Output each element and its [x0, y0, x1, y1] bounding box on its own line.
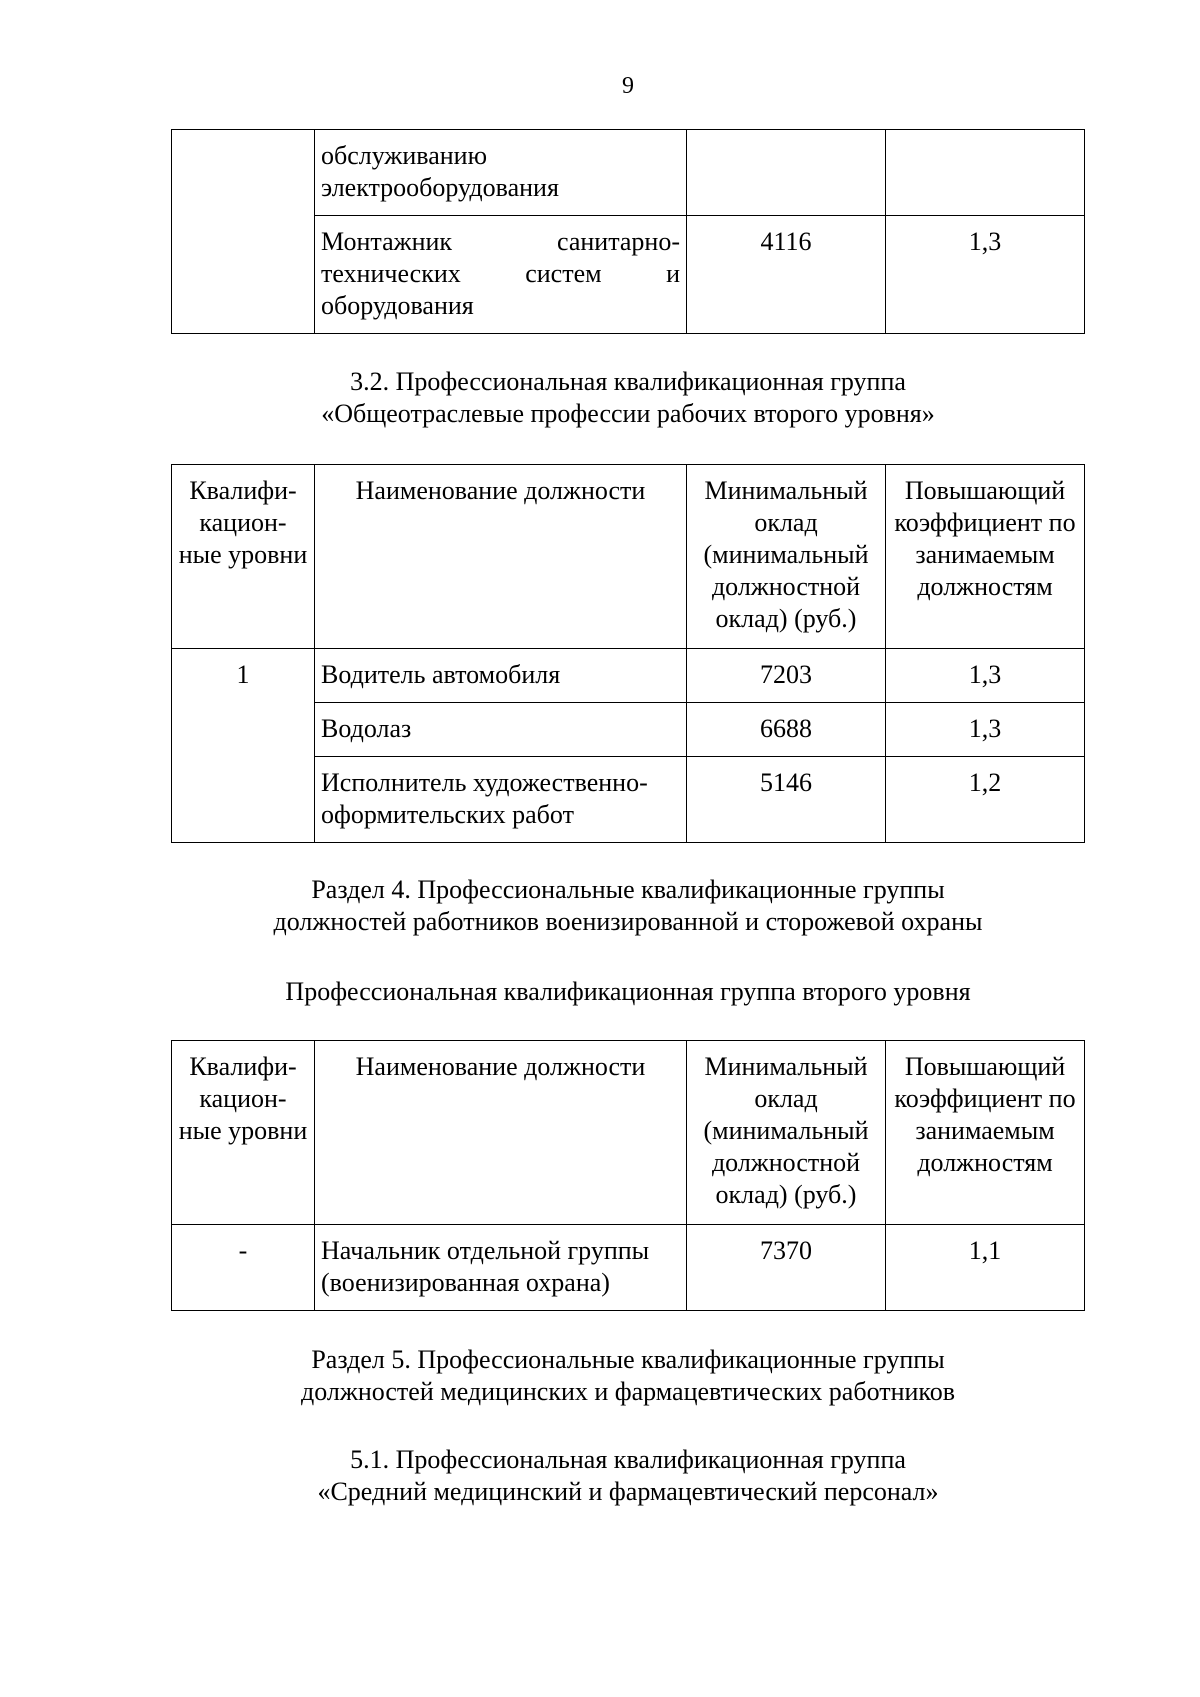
header-coef: Повышающий коэффициент по занимаемым должностям [886, 1041, 1085, 1225]
section-3-2-title [0, 366, 1200, 430]
position-cell: Монтажник санитарно-технических систем и оборудования [315, 216, 687, 334]
coef-cell: 1,3 [886, 649, 1085, 703]
section-5-1-title [0, 1444, 1200, 1508]
salary-cell: 4116 [687, 216, 886, 334]
salary-cell: 6688 [687, 703, 886, 757]
coef-cell: 1,3 [886, 703, 1085, 757]
table-row [172, 1225, 1085, 1311]
position-cell: Водолаз [315, 703, 687, 757]
heading-line: «Средний медицинский и фармацевтический персонал» [317, 1477, 939, 1506]
heading-line: должностей работников военизированной и сторожевой охраны [273, 907, 983, 936]
coef-cell: 1,1 [886, 1225, 1085, 1311]
position-cell: Исполнитель художественно-оформительских работ [315, 757, 687, 843]
header-position: Наименование должности [315, 465, 687, 649]
coef-cell: 1,2 [886, 757, 1085, 843]
section-4-title [0, 874, 1200, 938]
heading-line: Раздел 4. Профессиональные квалификационные группы [311, 875, 945, 904]
salary-cell: 7203 [687, 649, 886, 703]
section-4-subtitle: Профессиональная квалификационная группа второго уровня [285, 977, 971, 1006]
header-levels: Квалифи-кацион-ные уровни [172, 465, 315, 649]
position-cell: Водитель автомобиля [315, 649, 687, 703]
table-header-row [172, 465, 1085, 649]
table-4 [171, 1040, 1085, 1311]
coef-cell: 1,3 [886, 216, 1085, 334]
heading-line: должностей медицинских и фармацевтических работников [301, 1377, 955, 1406]
header-levels: Квалифи-кацион-ные уровни [172, 1041, 315, 1225]
salary-cell: 5146 [687, 757, 886, 843]
level-cell [172, 130, 315, 334]
table-row [172, 649, 1085, 703]
table-header-row [172, 1041, 1085, 1225]
coef-cell [886, 130, 1085, 216]
level-cell: - [172, 1225, 315, 1311]
header-salary: Минимальный оклад (минимальный должностной оклад) (руб.) [687, 465, 886, 649]
table-3-2 [171, 464, 1085, 843]
heading-line: 5.1. Профессиональная квалификационная группа [350, 1445, 906, 1474]
heading-line: «Общеотраслевые профессии рабочих второго уровня» [321, 399, 935, 428]
header-salary: Минимальный оклад (минимальный должностной оклад) (руб.) [687, 1041, 886, 1225]
table-continued [171, 129, 1085, 334]
section-5-title [0, 1344, 1200, 1408]
salary-cell: 7370 [687, 1225, 886, 1311]
table-row [172, 130, 1085, 216]
level-cell: 1 [172, 649, 315, 843]
header-position: Наименование должности [315, 1041, 687, 1225]
header-coef: Повышающий коэффициент по занимаемым должностям [886, 465, 1085, 649]
salary-cell [687, 130, 886, 216]
heading-line: 3.2. Профессиональная квалификационная группа [350, 367, 906, 396]
heading-line: Раздел 5. Профессиональные квалификационные группы [311, 1345, 945, 1374]
position-cell: Начальник отдельной группы (военизированная охрана) [315, 1225, 687, 1311]
position-cell: обслуживанию электрооборудования [315, 130, 687, 216]
page-number: 9 [622, 73, 634, 99]
